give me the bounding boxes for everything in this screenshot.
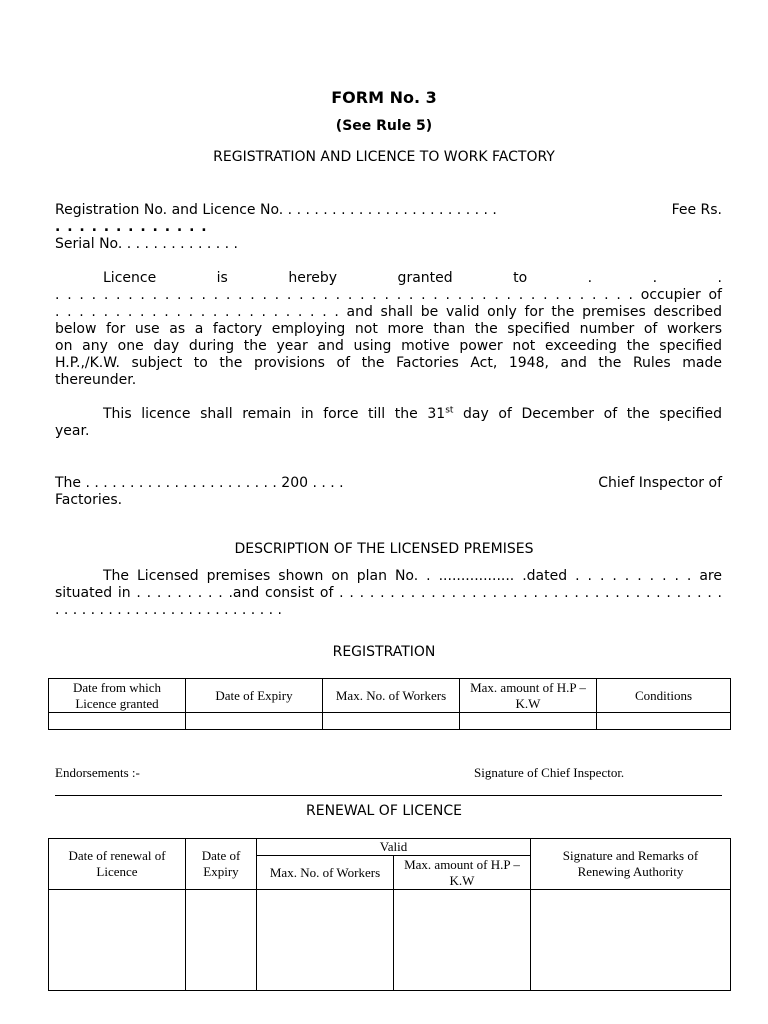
table-cell [257, 890, 394, 991]
divider [55, 795, 722, 796]
description-line: The Licensed premises shown on plan No. . ................. .dated . . . . . . . . . . are [103, 568, 722, 584]
table-header-row [49, 679, 731, 713]
fee-dots: . . . . . . . . . . . . . [55, 219, 208, 235]
description-line: situated in . . . . . . . . . .and consist of . . . . . . . . . . . . . . . . . . . . . . . . . . . . . . . . . . . . . . [55, 585, 722, 601]
header-date-expiry: Date of Expiry [186, 679, 323, 713]
header-max-hp: Max. amount of H.P – K.W [394, 856, 531, 890]
table-header-row [49, 839, 731, 856]
header-signature-remarks: Signature and Remarks of Renewing Authority [531, 839, 731, 890]
renewal-table [48, 838, 731, 991]
table-cell [597, 713, 731, 730]
licence-line: . . . . . . . . . . . . . . . . . . . . . . . . and shall be valid only for the premises described [55, 304, 722, 320]
header-max-hp: Max. amount of H.P – K.W [460, 679, 597, 713]
table-row [49, 713, 731, 730]
force-line: This licence shall remain in force till the 31st day of December of the specified [103, 405, 722, 422]
table-cell [531, 890, 731, 991]
table-row [49, 890, 731, 991]
header-conditions: Conditions [597, 679, 731, 713]
registration-heading: REGISTRATION [332, 644, 436, 660]
licence-line: . . . . . . . . . . . . . . . . . . . . . . . . . . . . . . . . . . . . . . . . . . . . . . . . occupier of [55, 287, 722, 303]
header-date-expiry: Date of Expiry [186, 839, 257, 890]
table-cell [460, 713, 597, 730]
date-left: The . . . . . . . . . . . . . . . . . . . . . . 200 . . . . [55, 475, 344, 491]
serial-no: Serial No. . . . . . . . . . . . . . [55, 236, 239, 252]
force-line: year. [55, 423, 90, 439]
fee-label: Fee Rs. [671, 202, 722, 218]
force-paragraph [55, 406, 722, 440]
table-cell [49, 713, 186, 730]
table-cell [49, 890, 186, 991]
description-paragraph [55, 568, 722, 619]
licence-line: Licence is hereby granted to . . . [103, 270, 722, 286]
table-cell [323, 713, 460, 730]
registration-line [55, 202, 722, 253]
header-max-workers: Max. No. of Workers [323, 679, 460, 713]
factories-label: Factories. [55, 492, 123, 508]
header-valid: Valid [257, 839, 531, 856]
licence-line: thereunder. [55, 372, 137, 388]
registration-table [48, 678, 731, 730]
description-heading: DESCRIPTION OF THE LICENSED PREMISES [234, 541, 534, 557]
table-cell [186, 890, 257, 991]
endorsements-label: Endorsements :- [55, 765, 140, 780]
header-date-renewal: Date of renewal of Licence [49, 839, 186, 890]
licence-line: on any one day during the year and using motive power not exceeding the specified [55, 338, 722, 354]
form-title: FORM No. 3 [331, 88, 437, 107]
licence-paragraph [55, 270, 722, 389]
chief-inspector-label: Chief Inspector of [598, 475, 722, 491]
signature-label: Signature of Chief Inspector. [474, 765, 625, 780]
licence-line: H.P.,/K.W. subject to the provisions of the Factories Act, 1948, and the Rules made [55, 355, 722, 371]
header-max-workers: Max. No. of Workers [257, 856, 394, 890]
rule-reference: (See Rule 5) [335, 118, 433, 134]
table-cell [394, 890, 531, 991]
renewal-heading: RENEWAL OF LICENCE [306, 803, 462, 819]
description-line: . . . . . . . . . . . . . . . . . . . . . . . . . . [55, 602, 282, 618]
form-heading: REGISTRATION AND LICENCE TO WORK FACTORY [213, 149, 555, 165]
table-cell [186, 713, 323, 730]
licence-line: below for use as a factory employing not more than the specified number of workers [55, 321, 722, 337]
registration-licence-no: Registration No. and Licence No. . . . . . . . . . . . . . . . . . . . . . . . . [55, 202, 497, 218]
header-date-from: Date from which Licence granted [49, 679, 186, 713]
date-line [55, 475, 722, 509]
